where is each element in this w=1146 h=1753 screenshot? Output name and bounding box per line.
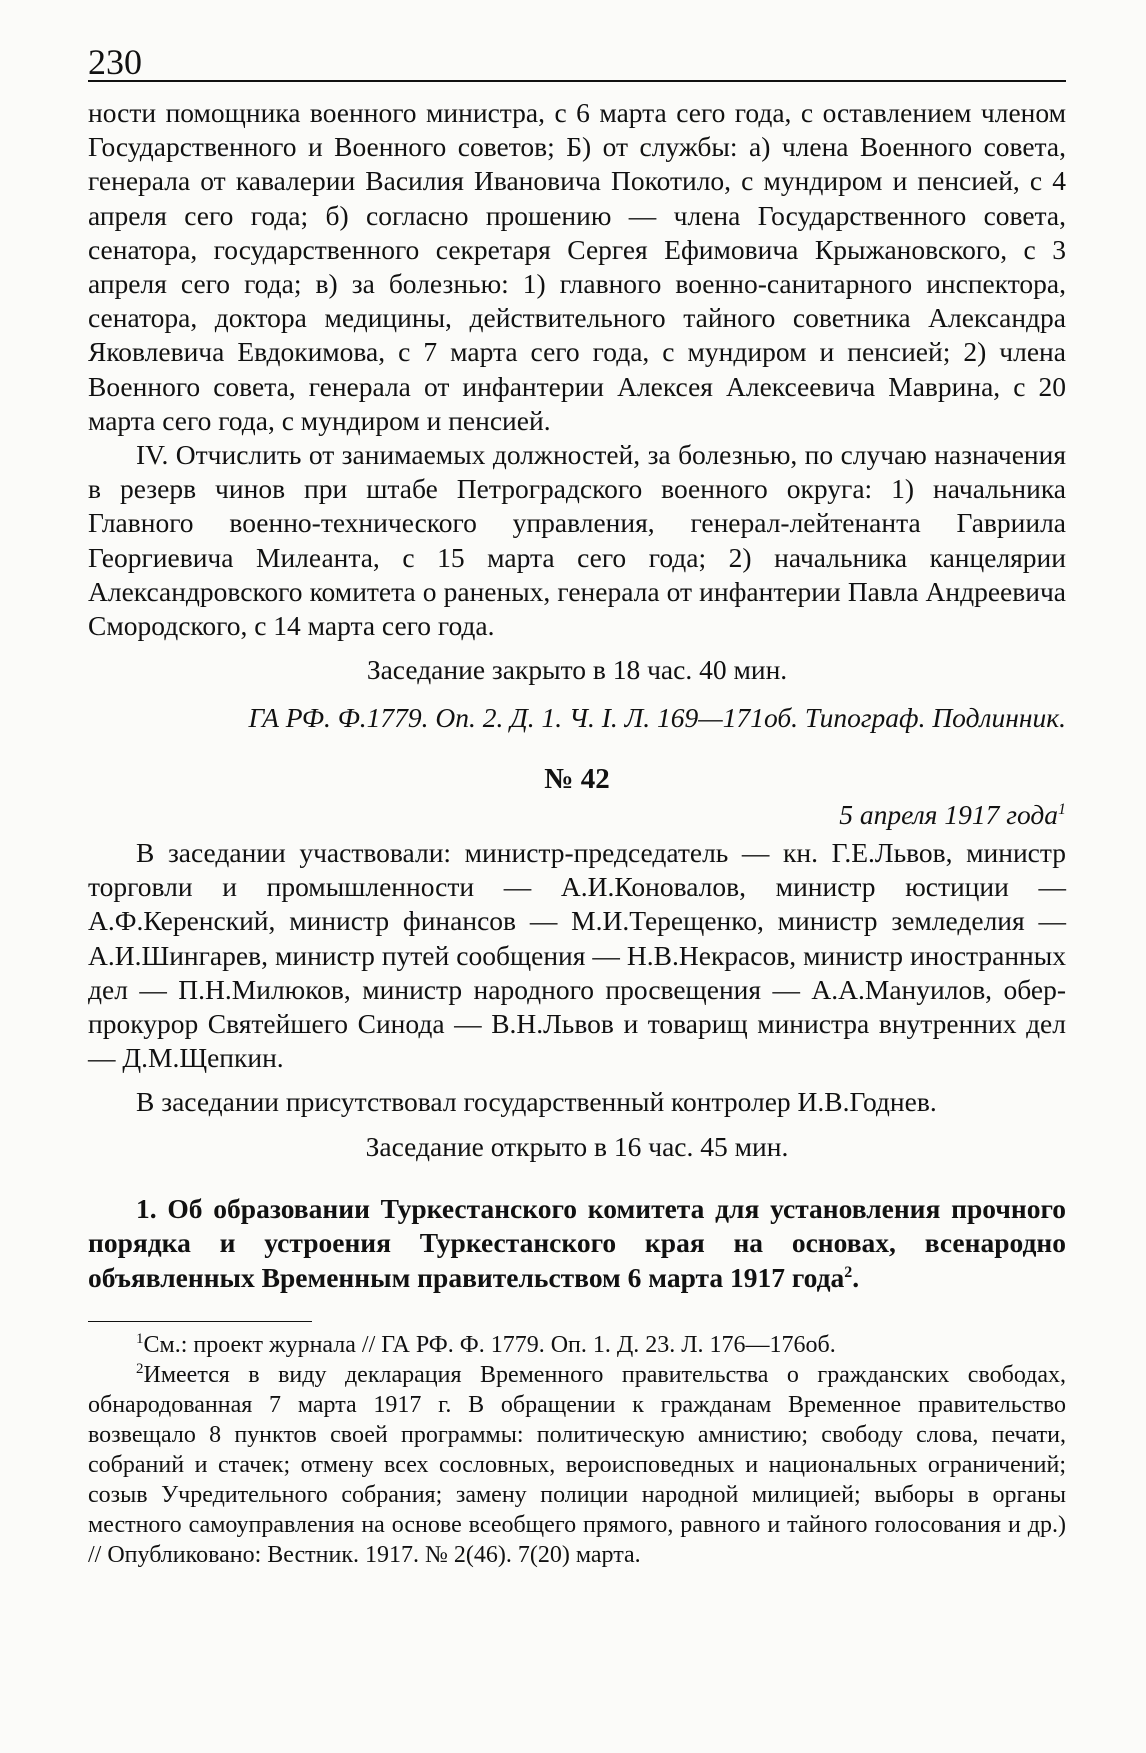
session-closed: Заседание закрыто в 18 час. 40 мин. [366, 654, 788, 686]
footnote-2 [88, 1360, 1066, 1570]
archive-reference: ГА РФ. Ф.1779. Оп. 2. Д. 1. Ч. I. Л. 169—171об. Типограф. Подлинник. [248, 702, 1066, 734]
page-number: 230 [88, 42, 142, 82]
page-content [88, 96, 1066, 1570]
footnote-text: См.: проект журнала // ГА РФ. Ф. 1779. Оп. 1. Д. 23. Л. 176—176об. [143, 1332, 836, 1359]
paragraph-section-iv: IV. Отчислить от занимаемых должностей, за болезнью, по случаю назначения в резерв чинов при штабе Петроградского военного округа: 1) начальника Главного военно-технического управления, генерал-лейтенанта Гавриила Георгиевича Милеанта, с 15 марта сего года; 2) начальника канцелярии Александровского комитета о раненых, генерала от инфантерии Павла Андреевича Смородского, с 14 марта сего года. [88, 439, 1066, 642]
footnotes [88, 1330, 1066, 1570]
session-opened: Заседание открыто в 16 час. 45 мин. [365, 1130, 789, 1162]
agenda-item-title: 1. Об образовании Туркестанского комитета для установления прочного порядка и устроения Туркестанского края на основах, всенародно объявленных Временным правительством 6 марта 1917 года$^2$. [88, 1192, 1066, 1293]
document-number: № 42 [544, 762, 610, 795]
footnote-mark: 1 [136, 1331, 144, 1348]
footnote-ref-1: 1 [1058, 800, 1066, 818]
document-date [88, 798, 1066, 832]
footnote-ref-2: 2 [844, 1263, 853, 1281]
agenda-item-title-text: 1. Об образовании Туркестанского комитета для установления прочного порядка и устроения Туркестанского края на основах, всенародно объявленных Временным правительством 6 марта 1917 года [88, 1192, 1066, 1293]
document-date-text: 5 апреля 1917 года [839, 798, 1058, 830]
header-rule [88, 80, 1066, 82]
footnote-1 [88, 1330, 1066, 1360]
participants: В заседании участвовали: министр-председатель — кн. Г.Е.Львов, министр торговли и промышленности — А.И.Коновалов, министр юстиции — А.Ф.Керенский, министр финансов — М.И.Терещенко, министр земледелия — А.И.Шингарев, министр путей сообщения — Н.В.Некрасов, министр иностранных дел — П.Н.Милюков, министр народного просвещения — А.А.Мануилов, обер-прокурор Святейшего Синода — В.Н.Львов и товарищ министра внутренних дел — Д.М.Щепкин. [88, 837, 1066, 1074]
present-attendee: В заседании присутствовал государственный контролер И.В.Годнев. [136, 1086, 937, 1118]
footnote-text: Имеется в виду декларация Временного правительства о гражданских свободах, обнародованная 7 марта 1917 г. В обращении к гражданам Временное правительство возвещало 8 пунктов своей программы: политическую амнистию; свободу слова, печати, собраний и стачек; отмену всех сословных, вероисповедных и национальных ограничений; созыв Учредительного собрания; замену полиции народной милицией; выборы в органы местного самоуправления на основе всеобщего прямого, равного и тайного голосования и др.) // Опубликовано: Вестник. 1917. № 2(46). 7(20) марта. [88, 1362, 1066, 1569]
paragraph-continuation: ности помощника военного министра, с 6 марта сего года, с оставлением членом Государственного и Военного советов; Б) от службы: а) члена Военного совета, генерала от кавалерии Василия Ивановича Покотило, с мундиром и пенсией, с 4 апреля сего года; б) согласно прошению — члена Государственного совета, сенатора, государственного секретаря Сергея Ефимовича Крыжановского, с 3 апреля сего года; в) за болезнью: 1) главного военно-санитарного инспектора, сенатора, доктора медицины, действительного тайного советника Александра Яковлевича Евдокимова, с 7 марта сего года, с мундиром и пенсией; 2) члена Военного совета, генерала от инфантерии Алексея Алексеевича Маврина, с 20 марта сего года, с мундиром и пенсией. [88, 97, 1066, 436]
footnote-mark: 2 [136, 1361, 144, 1378]
footnote-rule [88, 1321, 312, 1322]
